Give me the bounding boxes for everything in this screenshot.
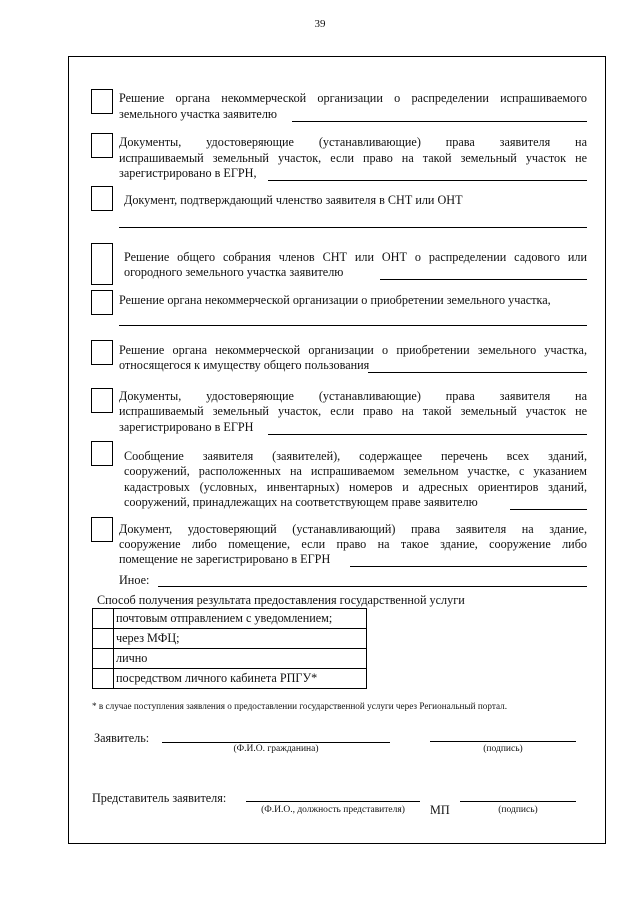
checkbox-item-2[interactable]	[91, 133, 113, 158]
item-6-fill-line[interactable]	[368, 372, 587, 373]
item-1-line-1: Решение органа некоммерческой организации о распределении испрашиваемого	[119, 91, 587, 105]
representative-signature-line[interactable]	[460, 801, 576, 802]
method-row	[93, 609, 367, 629]
method-label: посредством личного кабинета РПГУ*	[114, 669, 367, 689]
item-2-line-1: Документы, удостоверяющие (устанавливающие) права заявителя на	[119, 135, 587, 149]
item-8-line-1: Сообщение заявителя (заявителей), содержащее перечень всех зданий,	[124, 449, 587, 463]
applicant-label: Заявитель:	[94, 731, 150, 745]
applicant-signature-caption: (подпись)	[483, 744, 523, 754]
item-6-line-2: относящегося к имуществу общего пользования	[119, 358, 370, 372]
checkbox-item-1[interactable]	[91, 89, 113, 114]
item-5-fill-line[interactable]	[119, 325, 587, 326]
item-8-fill-line[interactable]	[510, 509, 587, 510]
representative-label: Представитель заявителя:	[92, 791, 227, 805]
method-row	[93, 649, 367, 669]
item-2-line-2: испрашиваемый земельный участок, если право на такой земельный участок не	[119, 151, 587, 165]
method-label: через МФЦ;	[114, 629, 367, 649]
item-9-fill-line[interactable]	[350, 566, 587, 567]
item-8-line-3: кадастровых (условных, инвентарных) номеров и адресных ориентиров зданий,	[124, 480, 587, 494]
item-3-fill-line[interactable]	[119, 227, 587, 228]
item-7-line-1: Документы, удостоверяющие (устанавливающие) права заявителя на	[119, 389, 587, 403]
applicant-signature-line[interactable]	[430, 741, 576, 742]
item-4-line-1: Решение общего собрания членов СНТ или ОНТ о распределении садового или	[124, 250, 587, 264]
item-7-fill-line[interactable]	[268, 434, 587, 435]
checkbox-item-9[interactable]	[91, 517, 113, 542]
method-table	[92, 608, 367, 689]
method-checkbox[interactable]	[93, 629, 114, 649]
mp-label: МП	[430, 803, 450, 817]
checkbox-item-6[interactable]	[91, 340, 113, 365]
representative-signature-caption: (подпись)	[498, 805, 538, 815]
checkbox-item-7[interactable]	[91, 388, 113, 413]
method-label: почтовым отправлением с уведомлением;	[114, 609, 367, 629]
method-checkbox[interactable]	[93, 669, 114, 689]
item-9-line-1: Документ, удостоверяющий (устанавливающий) права заявителя на здание,	[119, 522, 587, 536]
item-7-line-2: испрашиваемый земельный участок, если право на такой земельный участок не	[119, 404, 587, 418]
representative-name-caption: (Ф.И.О., должность представителя)	[261, 805, 405, 815]
item-4-fill-line[interactable]	[380, 279, 587, 280]
checkbox-item-8[interactable]	[91, 441, 113, 466]
item-8-line-4: сооружений, принадлежащих на соответствующем праве заявителю	[124, 495, 478, 509]
checkbox-item-4[interactable]	[91, 243, 113, 285]
method-row	[93, 669, 367, 689]
method-label: лично	[114, 649, 367, 669]
item-1-line-2: земельного участка заявителю	[119, 107, 278, 121]
item-5-line-1: Решение органа некоммерческой организации о приобретении земельного участка,	[119, 293, 551, 307]
method-checkbox[interactable]	[93, 609, 114, 629]
item-2-fill-line[interactable]	[268, 180, 587, 181]
other-fill-line[interactable]	[158, 586, 587, 587]
item-6-line-1: Решение органа некоммерческой организации о приобретении земельного участка,	[119, 343, 587, 357]
method-row	[93, 629, 367, 649]
item-3-line-1: Документ, подтверждающий членство заявителя в СНТ или ОНТ	[124, 193, 463, 207]
item-2-line-3: зарегистрировано в ЕГРН,	[119, 166, 257, 180]
item-8-line-2: сооружений, расположенных на испрашиваемом земельном участке, с указанием	[124, 464, 587, 478]
checkbox-item-3[interactable]	[91, 186, 113, 211]
applicant-name-line[interactable]	[162, 742, 390, 743]
representative-name-line[interactable]	[246, 801, 420, 802]
checkbox-item-5[interactable]	[91, 290, 113, 315]
item-9-line-2: сооружение либо помещение, если право на такое здание, сооружение либо	[119, 537, 587, 551]
item-1-fill-line[interactable]	[292, 121, 587, 122]
other-label: Иное:	[119, 573, 150, 587]
applicant-name-caption: (Ф.И.О. гражданина)	[233, 744, 319, 754]
method-checkbox[interactable]	[93, 649, 114, 669]
method-heading: Способ получения результата предоставления государственной услуги	[97, 593, 465, 607]
item-7-line-3: зарегистрировано в ЕГРН	[119, 420, 254, 434]
page-number: 39	[314, 18, 326, 30]
item-9-line-3: помещение не зарегистрировано в ЕГРН	[119, 552, 331, 566]
item-4-line-2: огородного земельного участка заявителю	[124, 265, 344, 279]
footnote: * в случае поступления заявления о предоставлении государственной услуги через Региональный портал.	[92, 701, 507, 711]
